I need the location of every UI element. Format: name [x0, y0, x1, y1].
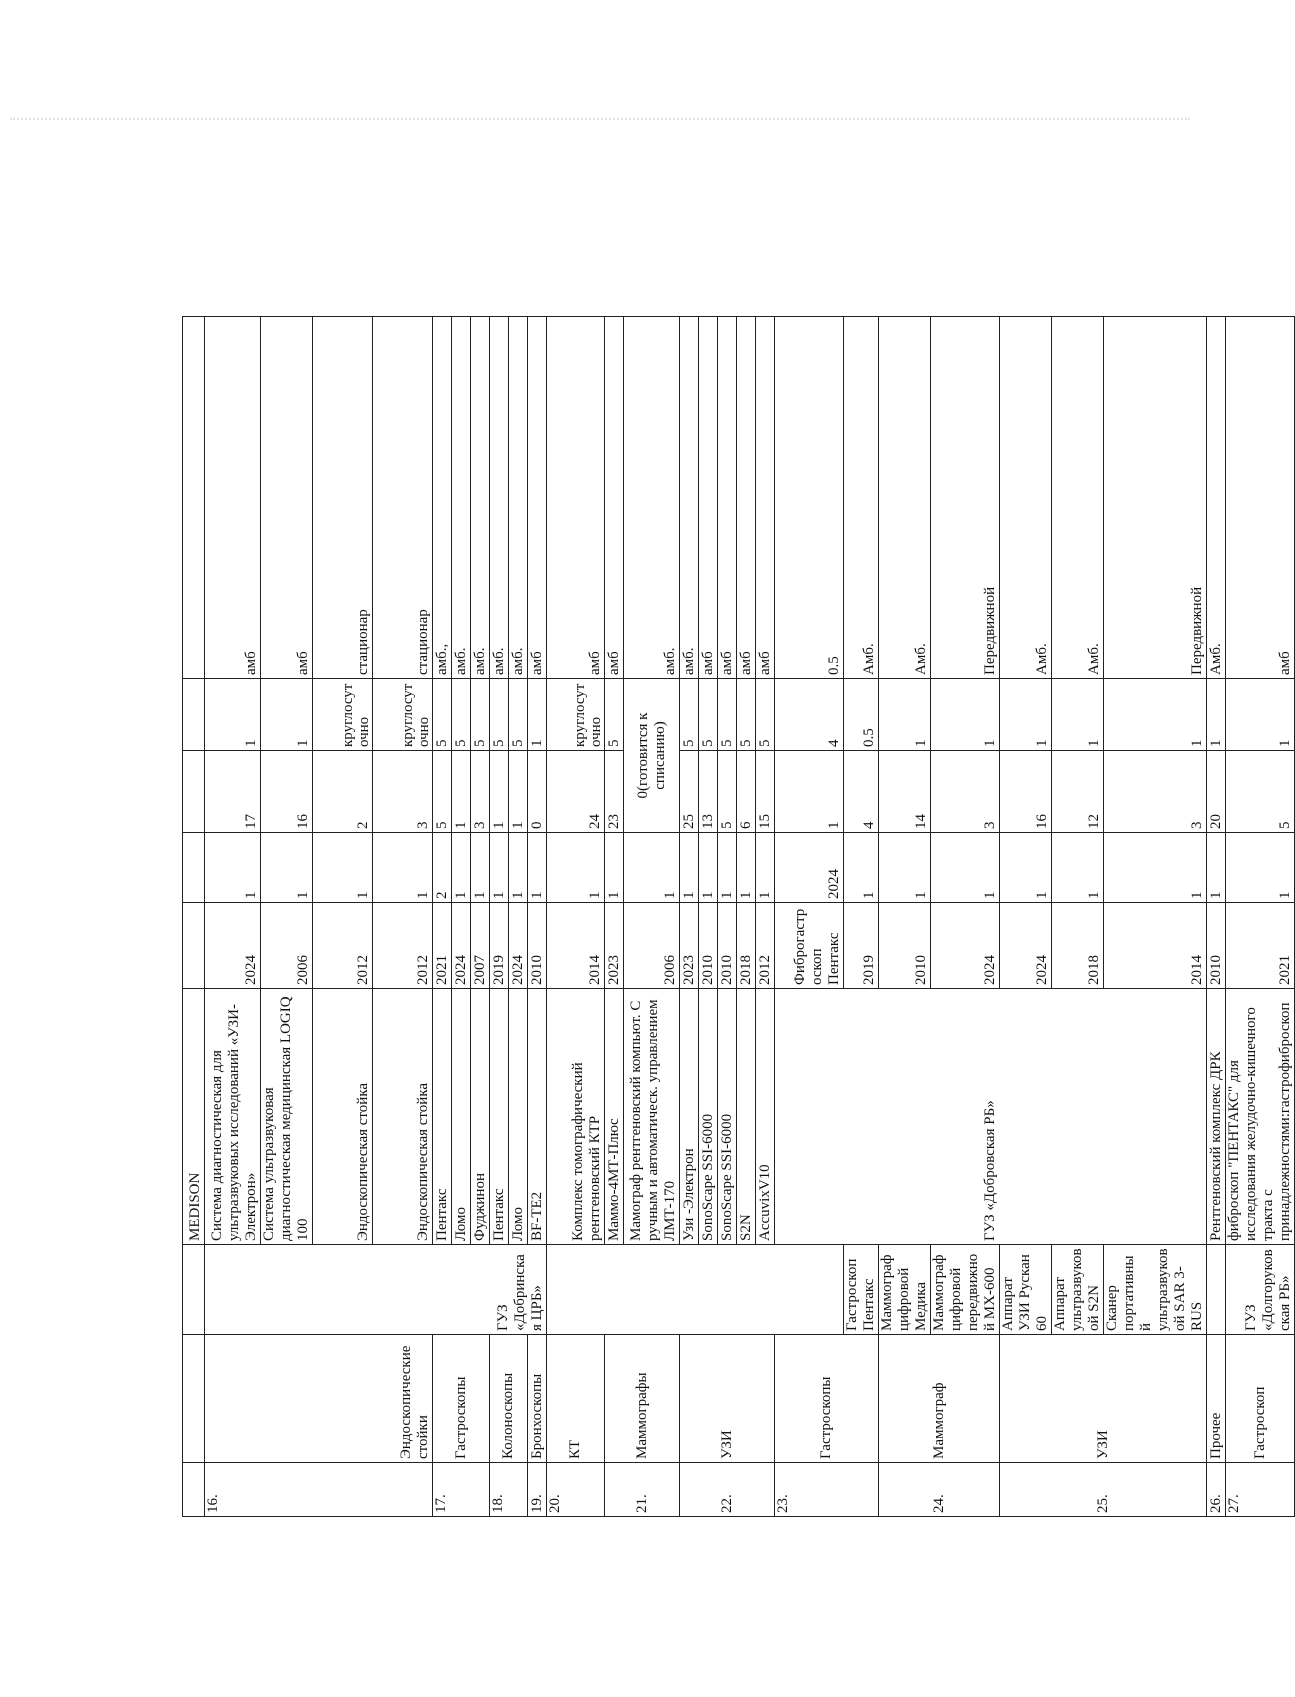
load-cell: 1: [1104, 679, 1207, 751]
mode-cell: амб: [547, 317, 605, 679]
qty-cell: 1: [1207, 833, 1226, 903]
wear-cell: 14: [879, 751, 931, 833]
table-row: [547, 317, 605, 1517]
num-cell: 21.: [605, 1463, 680, 1517]
wear-cell: 15: [756, 751, 775, 833]
load-cell: 5: [756, 679, 775, 751]
name-cell: Узи -Электрон: [680, 989, 699, 1245]
equipment-table: [182, 316, 1295, 1517]
qty-cell: 1: [1000, 833, 1052, 903]
mode-cell: амб: [605, 317, 624, 679]
name-cell: фиброскоп "ПЕНТАКС" для исследования желудочно-кишечного тракта с принадлежностями:гастрофиброскоп: [1226, 989, 1295, 1245]
load-cell: 1: [879, 679, 931, 751]
type-cell: Прочее: [1207, 1335, 1226, 1463]
name-cell: SonoScape SSI-6000: [718, 989, 737, 1245]
qty-cell: 1: [699, 833, 718, 903]
org-cell-empty: [1207, 1245, 1226, 1335]
name-cell: SonoScape SSI-6000: [699, 989, 718, 1245]
qty-cell: 2: [433, 833, 452, 903]
wear-cell: 0: [528, 751, 547, 833]
wear-cell: 16: [261, 751, 313, 833]
num-cell: 27.: [1226, 1463, 1295, 1517]
qty-cell: 1: [1104, 833, 1207, 903]
mode-cell: амб: [756, 317, 775, 679]
load-cell: 5: [605, 679, 624, 751]
qty-cell: 1: [1052, 833, 1104, 903]
name-cell: Маммо-4МТ-Плюс: [605, 989, 624, 1245]
load-cell: 5: [737, 679, 756, 751]
mode-cell: амб.: [490, 317, 509, 679]
table-row: [183, 317, 205, 1517]
wear-cell: 0(готовится к списанию): [624, 679, 680, 833]
year-cell: 2010: [879, 903, 931, 989]
load-cell: круглосуточно: [373, 679, 433, 751]
table-row: [605, 317, 624, 1517]
num-cell: 23.: [775, 1463, 879, 1517]
qty-cell: 1: [471, 833, 490, 903]
mode-cell: амб.: [509, 317, 528, 679]
year-cell: 2024: [205, 903, 261, 989]
year-cell: 2012: [756, 903, 775, 989]
name-cell: Маммограф цифровой Медика: [879, 1245, 931, 1335]
mode-cell: стационар: [373, 317, 433, 679]
mode-cell: Передвижной: [1104, 317, 1207, 679]
mode-cell: [183, 317, 205, 679]
mode-cell: Амб.: [1207, 317, 1226, 679]
name-cell: Маммограф цифровой передвижной МХ-600: [931, 1245, 1000, 1335]
mode-cell: Амб.: [879, 317, 931, 679]
mode-cell: амб.,: [433, 317, 452, 679]
year-cell: 2021: [1226, 903, 1295, 989]
year-cell: 2024: [452, 903, 471, 989]
year-cell: 2010: [699, 903, 718, 989]
org-cell-empty: [547, 1245, 844, 1335]
year-cell: 2018: [737, 903, 756, 989]
qty-cell: 1: [490, 833, 509, 903]
mode-cell: Передвижной: [931, 317, 1000, 679]
load-cell: 1: [528, 679, 547, 751]
qty-cell: 1: [605, 833, 624, 903]
wear-cell: 4: [844, 751, 879, 833]
wear-cell: 16: [1000, 751, 1052, 833]
year-cell: 2019: [844, 903, 879, 989]
wear-cell: 3: [1104, 751, 1207, 833]
name-cell: Фуджинон: [471, 989, 490, 1245]
name-cell: Аппарат УЗИ Ρускан 60: [1000, 1245, 1052, 1335]
wear-cell: 3: [931, 751, 1000, 833]
wear-cell: 12: [1052, 751, 1104, 833]
load-cell: 5: [490, 679, 509, 751]
mode-cell: амб: [261, 317, 313, 679]
name-cell: Ломо: [452, 989, 471, 1245]
qty-cell: 1: [313, 833, 373, 903]
wear-cell: 3: [373, 751, 433, 833]
qty-cell: 1: [844, 833, 879, 903]
wear-cell: 2: [313, 751, 373, 833]
qty-cell: 1: [718, 833, 737, 903]
wear-cell: 3: [471, 751, 490, 833]
year-cell: 2018: [1052, 903, 1104, 989]
load-cell: 5: [471, 679, 490, 751]
year-cell: 2010: [1207, 903, 1226, 989]
mode-cell: стационар: [313, 317, 373, 679]
wear-cell: 1: [490, 751, 509, 833]
load-cell: 1: [205, 679, 261, 751]
name-cell: MEDISON: [183, 989, 205, 1245]
year-cell: 2023: [605, 903, 624, 989]
qty-cell: 1: [509, 833, 528, 903]
load-cell: 1: [261, 679, 313, 751]
wear-cell: 6: [737, 751, 756, 833]
scan-edge-line: [10, 118, 1190, 120]
wear-cell: 5: [718, 751, 737, 833]
org-cell: ГУЗ «Добровская РБ»: [775, 989, 1207, 1245]
qty-cell: 1: [452, 833, 471, 903]
load-cell: 1: [1000, 679, 1052, 751]
org-cell: [183, 1245, 205, 1335]
name-cell: Эндоскопическая стойка: [313, 989, 373, 1245]
year-cell: 2014: [1104, 903, 1207, 989]
year-cell: [183, 903, 205, 989]
table-row: [1226, 317, 1295, 1517]
type-cell: Гастроскопы: [775, 1335, 879, 1463]
wear-cell: [183, 751, 205, 833]
load-cell: 1: [1207, 679, 1226, 751]
year-cell: 2012: [313, 903, 373, 989]
wear-cell: 17: [205, 751, 261, 833]
table-row: [1000, 317, 1052, 1517]
name-cell: Пентакс: [490, 989, 509, 1245]
type-cell: Бронхоскопы: [528, 1335, 547, 1463]
type-cell: КТ: [547, 1335, 605, 1463]
name-cell: AccuvixV10: [756, 989, 775, 1245]
year-cell: 2010: [528, 903, 547, 989]
name-cell: Гастроскоп Пентакс: [844, 1245, 879, 1335]
type-cell: Маммограф: [879, 1335, 1000, 1463]
num-cell: 20.: [547, 1463, 605, 1517]
name-cell: Фиброгастроскоп Пентакс: [775, 903, 844, 989]
qty-cell: 1: [624, 833, 680, 903]
load-cell: 5: [680, 679, 699, 751]
num-cell: 22.: [680, 1463, 775, 1517]
qty-cell: 1: [775, 751, 844, 833]
type-cell: Колоноскопы: [490, 1335, 528, 1463]
name-cell: Мамограф рентгеновский компьют. С ручным и автоматическ. управлением ЛМТ-170: [624, 989, 680, 1245]
qty-cell: 1: [737, 833, 756, 903]
name-cell: Рентгеновский комплекс ДРК: [1207, 989, 1226, 1245]
wear-cell: 24: [547, 751, 605, 833]
year-cell: 2012: [373, 903, 433, 989]
num-cell: 26.: [1207, 1463, 1226, 1517]
mode-cell: амб: [737, 317, 756, 679]
qty-cell: 1: [528, 833, 547, 903]
mode-cell: амб: [528, 317, 547, 679]
load-cell: 1: [1226, 679, 1295, 751]
name-cell: S2N: [737, 989, 756, 1245]
table-row: [879, 317, 931, 1517]
table-row: [680, 317, 699, 1517]
load-cell: 5: [699, 679, 718, 751]
qty-cell: 1: [879, 833, 931, 903]
num-cell: 16.: [205, 1463, 433, 1517]
num-cell: 25.: [1000, 1463, 1207, 1517]
wear-cell: 13: [699, 751, 718, 833]
mode-cell: Амб.: [844, 317, 879, 679]
year-cell: 2006: [624, 903, 680, 989]
year-cell: 2007: [471, 903, 490, 989]
load-cell: круглосуточно: [313, 679, 373, 751]
qty-cell: 1: [756, 833, 775, 903]
type-cell: УЗИ: [680, 1335, 775, 1463]
load-cell: круглосуточно: [547, 679, 605, 751]
type-cell: [183, 1335, 205, 1463]
name-cell: Эндоскопическая стойка: [373, 989, 433, 1245]
table-row: [1207, 317, 1226, 1517]
wear-cell: 5: [1226, 751, 1295, 833]
mode-cell: амб: [1226, 317, 1295, 679]
qty-cell: 1: [931, 833, 1000, 903]
load-cell: 5: [718, 679, 737, 751]
year-cell: 2010: [718, 903, 737, 989]
num-cell: [183, 1463, 205, 1517]
rotated-table-container: [182, 317, 1293, 1517]
type-cell: Гастроскоп: [1226, 1335, 1295, 1463]
qty-cell: 1: [261, 833, 313, 903]
name-cell: Система диагностическая для ультразвуковых исследований «УЗИ-Электрон»: [205, 989, 261, 1245]
num-cell: 18.: [490, 1463, 528, 1517]
qty-cell: 1: [373, 833, 433, 903]
year-cell: 2024: [931, 903, 1000, 989]
name-cell: Аппарат ультразвуковой S2N: [1052, 1245, 1104, 1335]
mode-cell: амб.: [624, 317, 680, 679]
num-cell: 17.: [433, 1463, 490, 1517]
load-cell: 1: [1052, 679, 1104, 751]
load-cell: 5: [452, 679, 471, 751]
mode-cell: Амб.: [1000, 317, 1052, 679]
wear-cell: 5: [433, 751, 452, 833]
num-cell: 24.: [879, 1463, 1000, 1517]
name-cell: BF-TE2: [528, 989, 547, 1245]
wear-cell: 20: [1207, 751, 1226, 833]
load-cell: 5: [509, 679, 528, 751]
type-cell: УЗИ: [1000, 1335, 1207, 1463]
qty-cell: 1: [547, 833, 605, 903]
name-cell: Ломо: [509, 989, 528, 1245]
mode-cell: амб.: [452, 317, 471, 679]
wear-cell: 1: [509, 751, 528, 833]
name-cell: Комплекс томографический рентгеновский КТР: [547, 989, 605, 1245]
mode-cell: амб: [699, 317, 718, 679]
year-cell: 2021: [433, 903, 452, 989]
table-row: [433, 317, 452, 1517]
mode-cell: амб: [205, 317, 261, 679]
year-cell: 2024: [1000, 903, 1052, 989]
year-cell: 2006: [261, 903, 313, 989]
load-cell: 5: [433, 679, 452, 751]
table-row: [205, 317, 261, 1517]
qty-cell: [183, 833, 205, 903]
name-cell: Сканер портативный ультразвуковой SAR 3-RUS: [1104, 1245, 1207, 1335]
type-cell: Эндоскопические стойки: [205, 1335, 433, 1463]
org-cell: ГУЗ «Добринская ЦРБ»: [205, 1245, 547, 1335]
load-cell: 0.5: [844, 679, 879, 751]
qty-cell: 1: [205, 833, 261, 903]
wear-cell: 25: [680, 751, 699, 833]
table-row: [528, 317, 547, 1517]
table-row: [490, 317, 509, 1517]
load-cell: 0.5: [775, 317, 844, 679]
num-cell: 19.: [528, 1463, 547, 1517]
type-cell: Гастроскопы: [433, 1335, 490, 1463]
year-cell: 2024: [509, 903, 528, 989]
type-cell: Маммографы: [605, 1335, 680, 1463]
load-cell: [183, 679, 205, 751]
wear-cell: 1: [452, 751, 471, 833]
mode-cell: Амб.: [1052, 317, 1104, 679]
name-cell: Пентакс: [433, 989, 452, 1245]
year-cell: 2023: [680, 903, 699, 989]
mode-cell: амб.: [680, 317, 699, 679]
wear-cell: 4: [775, 679, 844, 751]
org-cell: ГУЗ «Долгоруковская РБ»: [1226, 1245, 1295, 1335]
name-cell: Система ультразвуковая диагностическая медицинская LOGIQ 100: [261, 989, 313, 1245]
qty-cell: 1: [1226, 833, 1295, 903]
wear-cell: 23: [605, 751, 624, 833]
mode-cell: амб.: [471, 317, 490, 679]
qty-cell: 1: [680, 833, 699, 903]
year-cell: 2019: [490, 903, 509, 989]
load-cell: 1: [931, 679, 1000, 751]
year-cell: 2024: [775, 833, 844, 903]
year-cell: 2014: [547, 903, 605, 989]
mode-cell: амб: [718, 317, 737, 679]
table-row: [775, 317, 844, 1517]
